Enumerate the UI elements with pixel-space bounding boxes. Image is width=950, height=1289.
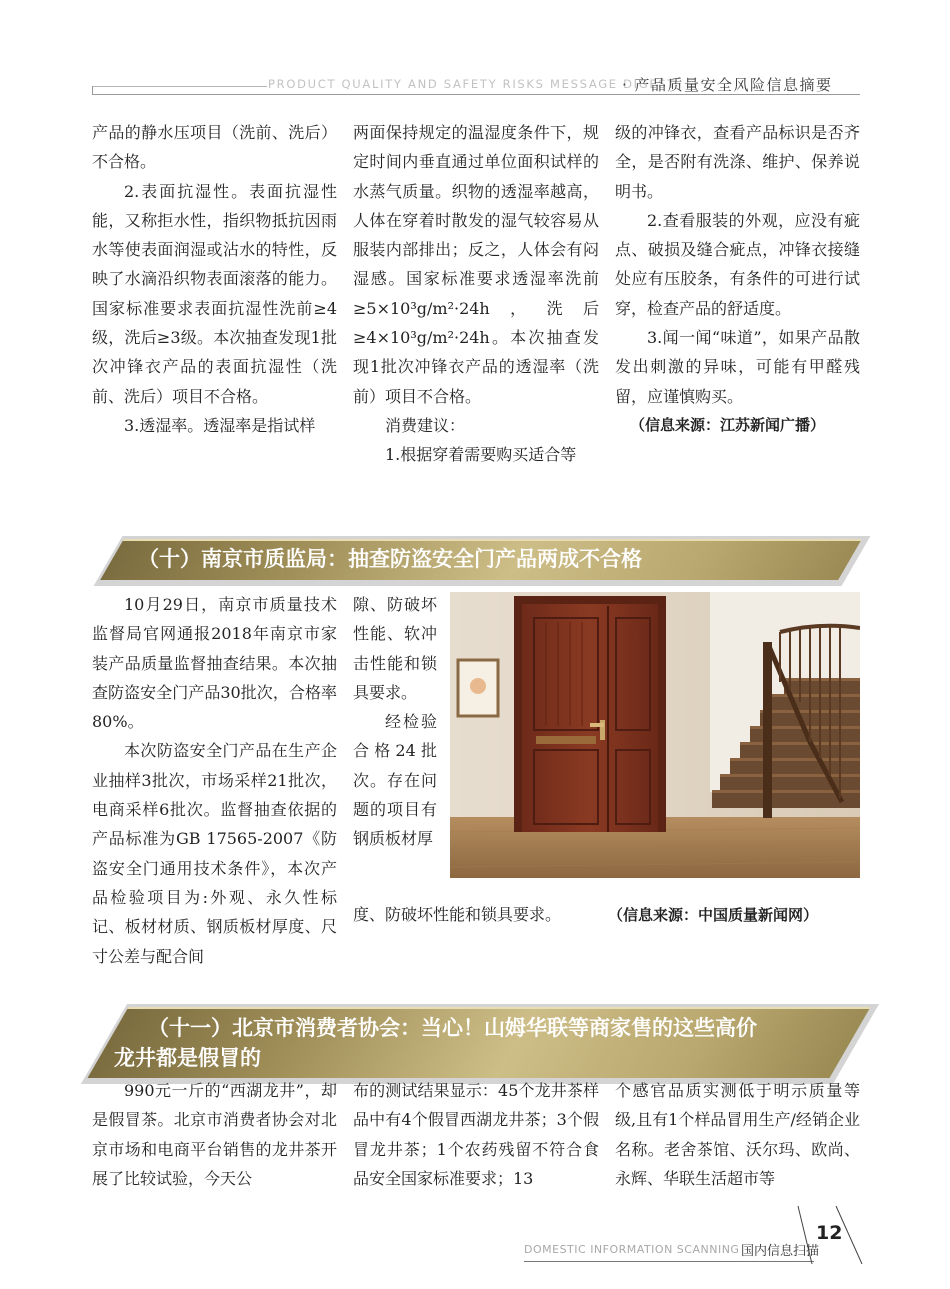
paragraph: 两面保持规定的温湿度条件下，规定时间内垂直通过单位面积试样的水蒸气质量。织物的透湿率越高，人体在穿着时散发的湿气较容易从服装内部排出；反之，人体会有闷湿感。国家标准要求透湿率洗前≥5×10³g/m²·24h，洗后≥4×10³g/m²·24h。本次抽查发现1批次冲锋衣产品的透湿率（洗前）项目不合格。 (353, 123, 599, 406)
paragraph: 本次防盗安全门产品在生产企业抽样3批次，市场采样21批次，电商采样6批次。监督抽查依据的产品标准为GB 17565-2007《防盗安全门通用技术条件》，本次产品检验项目为:外观、永久性标记、板材材质、钢质板材厚度、尺寸公差与配合间 (92, 741, 337, 966)
top-article-column-3 (615, 118, 860, 440)
paragraph: 3.透湿率。透湿率是指试样 (124, 415, 316, 435)
section-10-column-2 (353, 590, 437, 854)
top-article-column-1 (92, 118, 337, 440)
source-note: （信息来源：江苏新闻广播） (630, 415, 826, 434)
paragraph: 度、防破坏性能和锁具要求。 (353, 905, 562, 924)
section-10-title: （十）南京市质监局：抽查防盗安全门产品两成不合格 (138, 546, 642, 571)
section-10-column-1 (92, 590, 337, 971)
door-illustration (450, 592, 860, 878)
section-11-column-1 (92, 1076, 337, 1193)
paragraph: 1.根据穿着需要购买适合等 (385, 445, 577, 465)
paragraph: 10月29日，南京市质量技术监督局官网通报2018年南京市家装产品质量监督抽查结果。本次抽查防盗安全门产品30批次，合格率80%。 (92, 595, 337, 732)
header-english-title: PRODUCT QUALITY AND SAFETY RISKS MESSAGE DIGEST (268, 77, 677, 91)
footer-rule (524, 1261, 814, 1262)
paragraph: 3.闻一闻“味道”，如果产品散发出刺激的异味，可能有甲醛残留，应谨慎购买。 (615, 328, 860, 406)
header-chinese-title: · 产品质量安全风险信息摘要 (622, 76, 833, 94)
paragraph: 消费建议： (385, 415, 466, 435)
section-11-column-2 (353, 1076, 599, 1193)
paragraph: 产品的静水压项目（洗前、洗后）不合格。 (92, 123, 337, 172)
paragraph: 2.表面抗湿性。表面抗湿性能，又称拒水性，指织物抵抗因雨水等使表面润湿或沾水的特性，反映了水滴沿织物表面滚落的能力。国家标准要求表面抗湿性洗前≥4级，洗后≥3级。本次抽查发现1批次冲锋衣产品的表面抗湿性（洗前、洗后）项目不合格。 (92, 181, 337, 406)
section-11-column-3 (615, 1076, 860, 1193)
section-10-tail (353, 900, 613, 929)
footer-chinese-label: 国内信息扫描 (741, 1244, 820, 1259)
top-article-column-2 (353, 118, 599, 470)
section-11-title-line-1: （十一）北京市消费者协会：当心！山姆华联等商家售的这些高价 (148, 1015, 757, 1040)
paragraph: 2.查看服装的外观，应没有疵点、破损及缝合疵点，冲锋衣接缝处应有压胶条，有条件的可进行试穿，检查产品的舒适度。 (615, 210, 860, 318)
paragraph: 经检验合格24批次。存在问题的项目有钢质板材厚 (353, 712, 437, 849)
paragraph: 隙、防破坏性能、软冲击性能和锁具要求。 (353, 595, 437, 702)
security-door-photo (450, 592, 860, 878)
paragraph: 990元一斤的“西湖龙井”，却是假冒茶。北京市消费者协会对北京市场和电商平台销售的龙井茶开展了比较试验，今天公 (92, 1081, 337, 1188)
footer-english-label: DOMESTIC INFORMATION SCANNING (524, 1243, 740, 1256)
section-11-title-line-2: 龙井都是假冒的 (114, 1045, 261, 1070)
section-10-banner (108, 536, 856, 586)
paragraph: 布的测试结果显示：45个龙井茶样品中有4个假冒西湖龙井茶；3个假冒龙井茶；1个农药残留不符合食品安全国家标准要求；13 (353, 1081, 599, 1188)
source-note: （信息来源：中国质量新闻网） (608, 906, 819, 924)
paragraph: 个感官品质实测低于明示质量等级,且有1个样品冒用生产/经销企业名称。老舍茶馆、沃尔玛、欧尚、永辉、华联生活超市等 (615, 1081, 860, 1188)
paragraph: 级的冲锋衣，查看产品标识是否齐全，是否附有洗涤、维护、保养说明书。 (615, 123, 860, 201)
page-number: 12 (816, 1222, 843, 1244)
section-11-banner (104, 1004, 856, 1084)
